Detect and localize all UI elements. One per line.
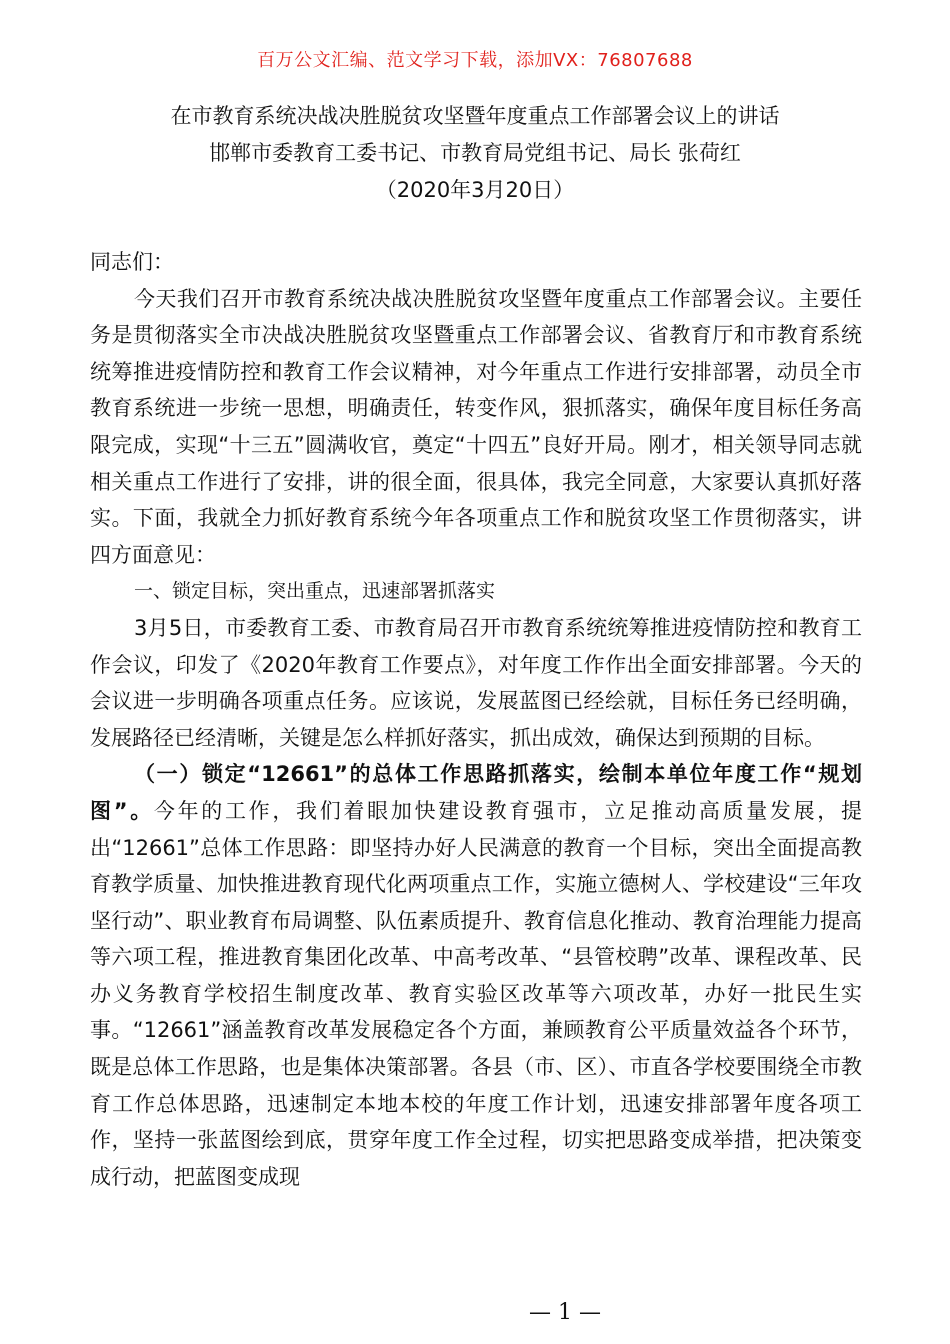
section-heading-1: 一、锁定目标，突出重点，迅速部署抓落实 <box>134 580 496 603</box>
speech-title: 在市教育系统决战决胜脱贫攻坚暨年度重点工作部署会议上的讲话 <box>170 104 780 128</box>
speaker-line: 邯郸市委教育工委书记、市教育局党组书记、局长 张荷红 <box>209 141 741 165</box>
salutation: 同志们： <box>90 250 174 274</box>
speech-body <box>90 244 862 1195</box>
paragraph-intro: 今天我们召开市教育系统决战决胜脱贫攻坚暨年度重点工作部署会议。主要任务是贯彻落实全市决战决胜脱贫攻坚暨重点工作部署会议、省教育厅和市教育系统统筹推进疫情防控和教育工作会议精神，对今年重点工作进行安排部署，动员全市教育系统进一步统一思想，明确责任，转变作风，狠抓落实，确保年度目标任务高限完成，实现“十三五”圆满收官，奠定“十四五”良好开局。刚才，相关领导同志就相关重点工作进行了安排，讲的很全面，很具体，我完全同意，大家要认真抓好落实。下面，我就全力抓好教育系统今年各项重点工作和脱贫攻坚工作贯彻落实，讲四方面意见： <box>90 286 862 567</box>
paragraph-subsection-1 <box>90 756 862 1195</box>
watermark-banner: 百万公文汇编、范文学习下载，添加VX：76807688 <box>257 50 693 71</box>
subsection-lead: （一）锁定“12661”的总体工作思路抓落实，绘制本单位年度工作“规划图”。 <box>90 762 862 823</box>
subsection-text: 今年的工作，我们着眼加快建设教育强市，立足推动高质量发展，提出“12661”总体工作思路：即坚持办好人民满意的教育一个目标，突出全面提高教育教学质量、加快推进教育现代化两项重点工作，实施立德树人、学校建设“三年攻坚行动”、职业教育布局调整、队伍素质提升、教育信息化推动、教育治理能力提高等六项工程，推进教育集团化改革、中高考改革、“县管校聘”改革、课程改革、民办义务教育学校招生制度改革、教育实验区改革等六项改革，办好一批民生实事。“12661”涵盖教育改革发展稳定各个方面，兼顾教育公平质量效益各个环节，既是总体工作思路，也是集体决策部署。各县（市、区）、市直各学校要围绕全市教育工作总体思路，迅速制定本地本校的年度工作计划，迅速安排部署年度各项工作，坚持一张蓝图绘到底，贯穿年度工作全过程，切实把思路变成举措，把决策变成行动，把蓝图变成现 <box>90 798 862 1189</box>
page-number: — 1 — <box>529 1300 601 1325</box>
speech-date: （2020年3月20日） <box>375 178 575 202</box>
paragraph-section-1: 3月5日，市委教育工委、市教育局召开市教育系统统筹推进疫情防控和教育工作会议，印发了《2020年教育工作要点》，对年度工作作出全面安排部署。今天的会议进一步明确各项重点任务。应该说，发展蓝图已经绘就，目标任务已经明确，发展路径已经清晰，关键是怎么样抓好落实，抓出成效，确保达到预期的目标。 <box>90 615 862 750</box>
